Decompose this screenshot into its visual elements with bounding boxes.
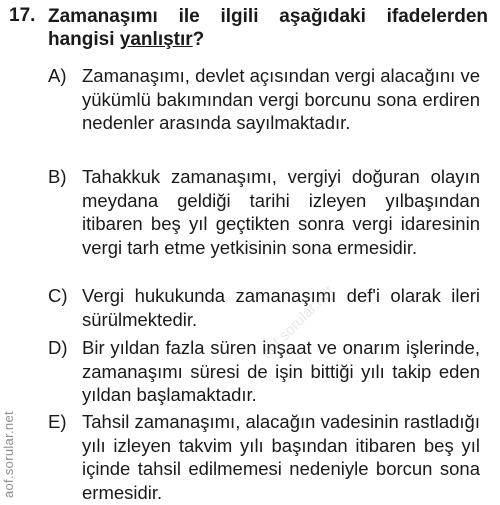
question-number: 17. <box>9 5 36 26</box>
option-letter: B) <box>48 166 67 187</box>
option-text: Bir yıldan fazla süren inşaat ve onarım işlerinde, zamanaşımı süresi de işin bittiği yılı takip eden yıldan başlamaktadır. <box>82 337 480 405</box>
option-text: Tahakkuk zamanaşımı, vergiyi doğuran olayın meydana geldiği tarihi izleyen yılbaşından itibaren beş yıl geçtikten sonra vergi idaresinin vergi tarh etme yetkisinin sona ermesidir. <box>82 166 480 258</box>
option-letter: A) <box>48 65 67 86</box>
stem-underlined-word: yanlıştır <box>119 29 193 50</box>
stem-text: Zamanaşımı ile ilgili aşağıdaki ifadelerden hangisi <box>48 6 488 50</box>
option-text: Tahsil zamanaşımı, alacağın vadesinin rastladığı yılı izleyen takvim yılı başından itibaren beş yıl içinde tahsil edilmemesi nedeniyle borcun sona ermesidir. <box>82 411 480 503</box>
option-text: Zamanaşımı, devlet açısından vergi alacağını ve yükümlü bakımından vergi borcunu sona erdiren nedenler arasında sayılmaktadır. <box>82 65 480 133</box>
diagonal-watermark: aof.sorular.net <box>258 282 338 363</box>
option-letter: C) <box>48 285 68 306</box>
option-letter: D) <box>48 337 68 358</box>
side-watermark: aof.sorular.net <box>1 411 16 498</box>
question-stem <box>48 5 488 51</box>
option-text: Vergi hukukunda zamanaşımı def'i olarak ileri sürülmektedir. <box>82 285 480 330</box>
stem-question-mark: ? <box>192 29 205 50</box>
option-letter: E) <box>48 411 67 432</box>
